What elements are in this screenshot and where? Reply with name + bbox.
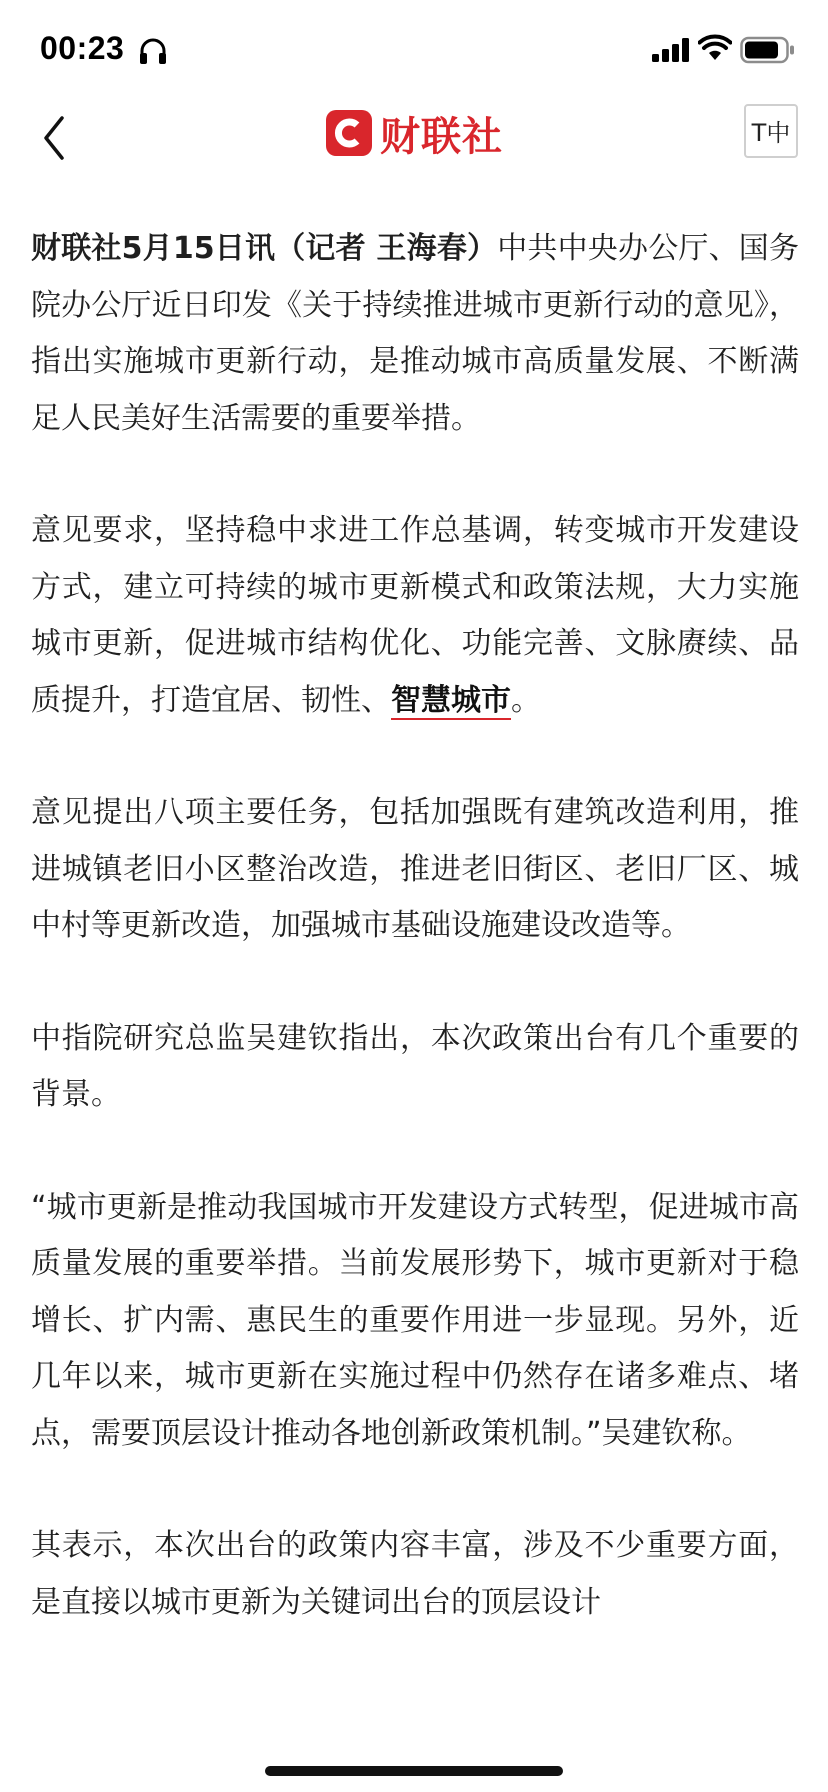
logo-text: 财联社 xyxy=(380,113,503,160)
article-paragraph-2 xyxy=(31,503,799,729)
signal-icon xyxy=(652,38,692,62)
keyword-link-smart-city[interactable]: 智慧城市 xyxy=(391,682,511,718)
article-text: 意见要求，坚持稳中求进工作总基调，转变城市开发建设方式，建立可持续的城市更新模式和政策法规，大力实施城市更新，促进城市结构优化、功能完善、文脉赓续、品质提升，打造宜居、韧性、 xyxy=(31,513,799,718)
article-paragraph-4: 中指院研究总监吴建钦指出，本次政策出台有几个重要的背景。 xyxy=(31,1020,799,1112)
article-text: 中共中央办公厅、国务院办公厅近日印发《关于持续推进城市更新行动的意见》，指出实施城市更新行动，是推动城市高质量发展、不断满足人民美好生活需要的重要举措。 xyxy=(31,231,799,436)
logo-c-icon xyxy=(326,110,372,156)
article-lead: 财联社5月15日讯（记者 王海春） xyxy=(31,231,498,266)
article-paragraph-6: 其表示，本次出台的政策内容丰富，涉及不少重要方面，是直接以城市更新为关键词出台的顶层设计 xyxy=(31,1528,799,1620)
app-logo xyxy=(326,108,503,158)
article-body xyxy=(31,221,799,1687)
headphone-icon xyxy=(138,36,168,66)
article-paragraph-1 xyxy=(31,221,799,447)
wifi-icon xyxy=(698,34,732,62)
article-text: 。 xyxy=(511,682,541,718)
status-time: 00:23 xyxy=(40,30,125,66)
home-indicator[interactable] xyxy=(265,1766,563,1776)
article-paragraph-5: “城市更新是推动我国城市开发建设方式转型，促进城市高质量发展的重要举措。当前发展形势下，城市更新对于稳增长、扩内需、惠民生的重要作用进一步显现。另外，近几年以来，城市更新在实施过程中仍然存在诸多难点、堵点，需要顶层设计推动各地创新政策机制。”吴建钦称。 xyxy=(31,1189,799,1451)
font-size-button[interactable]: T中 xyxy=(744,104,798,158)
article-paragraph-3: 意见提出八项主要任务，包括加强既有建筑改造利用，推进城镇老旧小区整治改造，推进老旧街区、老旧厂区、城中村等更新改造，加强城市基础设施建设改造等。 xyxy=(31,795,799,943)
nav-bar xyxy=(0,100,828,192)
chevron-left-icon[interactable] xyxy=(38,112,68,164)
battery-icon xyxy=(740,36,796,64)
status-bar xyxy=(0,0,828,100)
